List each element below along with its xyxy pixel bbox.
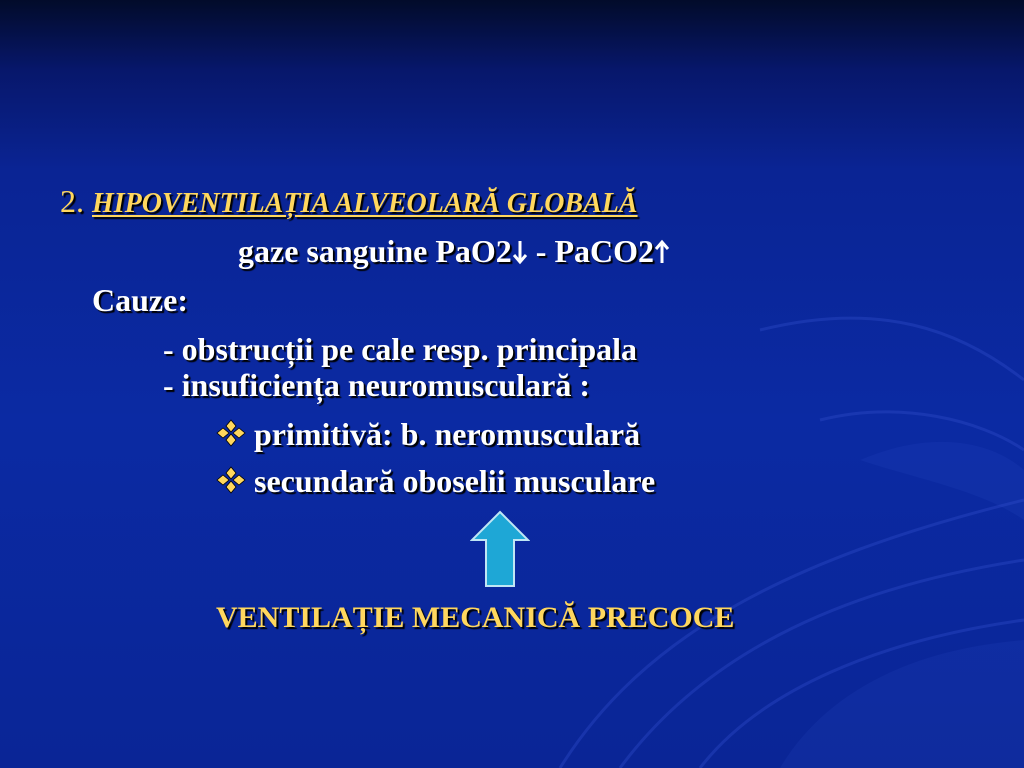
- sub-cause-item: [216, 463, 655, 499]
- sub-cause-item: [216, 416, 640, 452]
- heading-number: 2.: [60, 183, 84, 219]
- cause-item: - obstrucții pe cale resp. principala: [163, 331, 638, 367]
- conclusion-text: VENTILAȚIE MECANICĂ PRECOCE: [216, 601, 735, 634]
- blood-gases-line: [238, 233, 670, 269]
- diamond-bullet-icon: [216, 419, 246, 447]
- heading-title: HIPOVENTILAȚIA ALVEOLARĂ GLOBALĂ: [92, 188, 638, 219]
- big-up-arrow-icon: [470, 510, 530, 588]
- diamond-bullet-icon: [216, 466, 246, 494]
- cause-item: - insuficiența neuromusculară :: [163, 367, 590, 403]
- causes-label: Cauze:: [92, 282, 188, 318]
- blood-gases-separator: - PaCO2: [527, 233, 654, 269]
- sub-cause-text: secundară oboselii musculare: [254, 463, 656, 499]
- blood-gases-text: gaze sanguine PaO2: [238, 233, 512, 269]
- sub-cause-text: primitivă: b. neromusculară: [254, 416, 641, 452]
- down-arrow-icon: [512, 239, 528, 265]
- slide-heading: [60, 183, 638, 222]
- up-arrow-icon: [654, 239, 670, 265]
